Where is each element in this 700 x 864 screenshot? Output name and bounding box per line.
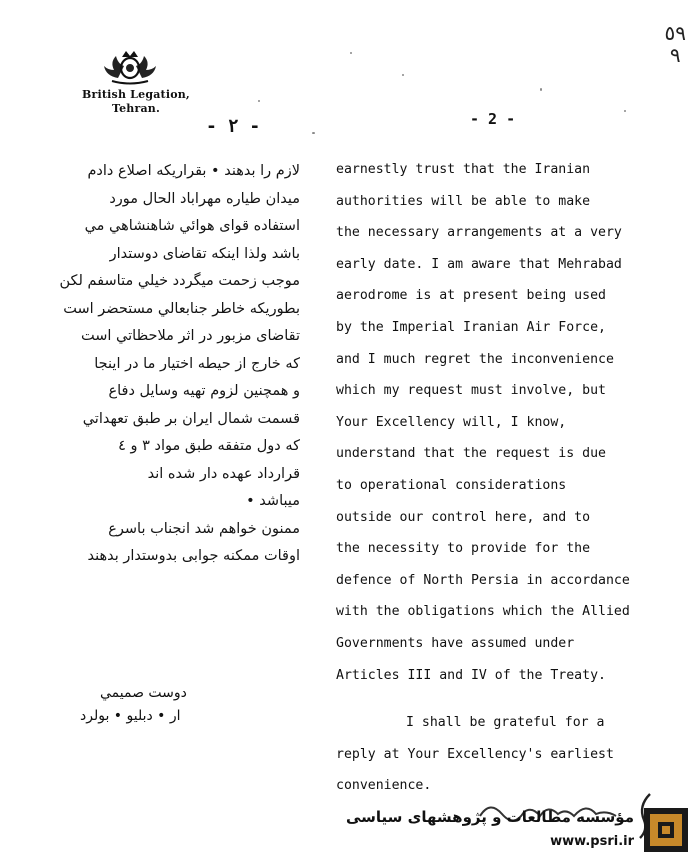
persian-line: استفاده قوای هوائي شاهنشاهي مي — [84, 218, 300, 234]
letterhead-line-1: British Legation, — [82, 88, 190, 101]
persian-line: ممنون خواهم شد انجناب باسرع — [108, 520, 300, 537]
persian-page-number: - ٢ - — [206, 116, 261, 137]
archive-folio-number — [665, 22, 686, 66]
english-page-number: - 2 - — [470, 110, 516, 128]
persian-closing: دوست صمیمي — [100, 685, 187, 701]
institute-logo-icon — [644, 808, 688, 852]
persian-line: قسمت شمال ایران بر طبق تعهداتي — [82, 410, 300, 427]
english-line: earnestly trust that the Iranian — [336, 162, 591, 177]
persian-line: میدان طیاره مهراباد الحال مورد — [109, 190, 300, 207]
folio-number-bottom: ٩ — [669, 43, 681, 67]
english-closing-line: reply at Your Excellency's earliest — [336, 746, 614, 762]
persian-line: که دول متفقه طبق مواد ۳ و ٤ — [118, 438, 300, 454]
english-line: by the Imperial Iranian Air Force, — [336, 319, 606, 335]
persian-line: میباشد • — [246, 493, 300, 509]
institute-watermark — [345, 806, 694, 858]
english-line: which my request must involve, but — [336, 383, 606, 399]
english-line: defence of North Persia in accordance — [336, 572, 630, 588]
english-line: Articles III and IV of the Treaty. — [336, 667, 606, 683]
persian-line: لازم را بدهند • بقراریکه اصلاع دادم — [87, 163, 300, 179]
english-line: the necessity to provide for the — [336, 541, 591, 557]
english-closing-line: convenience. — [336, 778, 432, 794]
english-line: the necessary arrangements at a very — [336, 225, 622, 241]
english-line: with the obligations which the Allied — [336, 604, 630, 620]
persian-line: باشد ولذا اینکه تقاضای دوستدار — [109, 245, 300, 262]
persian-line: که خارج از حیطه اختیار ما در اینجا — [94, 355, 300, 372]
english-closing-line: I shall be grateful for a — [406, 715, 605, 731]
legation-letterhead — [66, 88, 206, 116]
english-line: aerodrome is at present being used — [336, 288, 606, 304]
persian-text-column — [8, 158, 300, 571]
watermark-name: مؤسسه مطالعات و پژوهشهای سیاسی — [345, 808, 634, 826]
english-line: understand that the request is due — [336, 446, 606, 462]
english-line: and I much regret the inconvenience — [336, 351, 614, 367]
english-line: authorities will be able to make — [336, 193, 591, 209]
persian-line: قرارداد عهده دار شده اند — [147, 465, 300, 482]
english-line: to operational considerations — [336, 477, 567, 493]
persian-line: اوقات ممکنه جوابی بدوستدار بدهند — [87, 548, 300, 564]
letterhead-line-2: Tehran. — [111, 102, 161, 115]
persian-signer-name: ار • دبلیو • بولرد — [80, 708, 181, 724]
watermark-url: www.psri.ir — [550, 834, 634, 849]
english-line: Governments have assumed under — [336, 635, 575, 651]
folio-number-top: ٥٩ — [664, 21, 686, 45]
english-line: Your Excellency will, I know, — [336, 414, 567, 430]
persian-line: موجب زحمت میگردد خیلي متاسفم لکن — [59, 273, 300, 289]
royal-crest-icon — [98, 48, 162, 86]
english-line: early date. I am aware that Mehrabad — [336, 256, 622, 272]
persian-line: تقاضای مزبور در اثر ملاحظاتي است — [81, 328, 300, 344]
persian-line: بطوریکه خاطر جنابعالي مستحضر است — [63, 300, 300, 317]
persian-line: و همچنین لزوم تهیه وسایل دفاع — [108, 383, 300, 399]
english-text-column — [336, 154, 696, 802]
english-line: outside our control here, and to — [336, 509, 591, 525]
